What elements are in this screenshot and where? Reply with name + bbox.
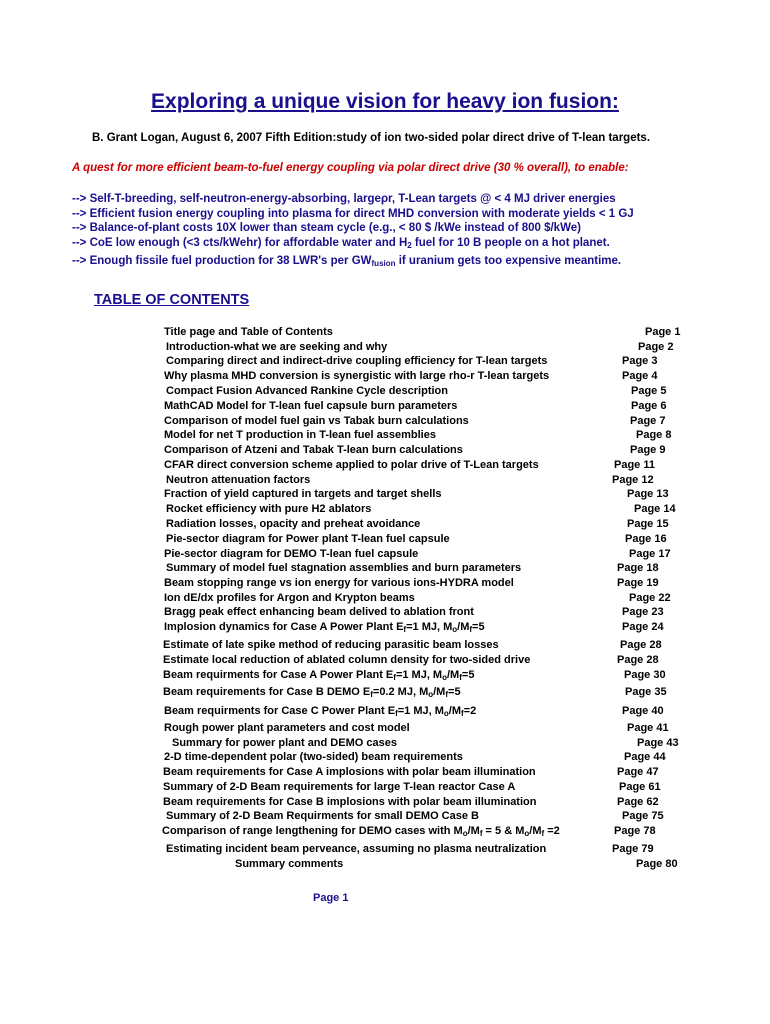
toc-entry-page[interactable]: Page 16 — [625, 533, 667, 545]
toc-entry-title[interactable] — [164, 621, 485, 633]
toc-entry-text: Comparison of model fuel gain vs Tabak burn calculations — [164, 415, 469, 427]
toc-entry-title[interactable] — [164, 459, 539, 471]
toc-entry-text: Estimating incident beam perveance, assuming no plasma neutralization — [166, 843, 547, 855]
toc-entry-page[interactable]: Page 24 — [622, 621, 664, 633]
toc-entry-title[interactable] — [164, 488, 442, 500]
toc-entry-page[interactable]: Page 80 — [636, 858, 678, 870]
toc-entry-title[interactable] — [163, 686, 461, 698]
toc-entry-subscript: f — [541, 829, 545, 838]
toc-entry-text: Fraction of yield captured in targets and target shells — [164, 488, 442, 500]
toc-entry-page[interactable]: Page 79 — [612, 843, 654, 855]
page-title: Exploring a unique vision for heavy ion fusion: — [151, 90, 619, 113]
toc-entry-page[interactable]: Page 30 — [624, 669, 666, 681]
toc-entry-text: Comparison of Atzeni and Tabak T-lean burn calculations — [164, 444, 463, 456]
toc-entry-page[interactable]: Page 28 — [620, 639, 662, 651]
toc-entry-title[interactable] — [163, 781, 515, 793]
toc-entry-page[interactable]: Page 8 — [636, 429, 672, 441]
toc-entry-text: Summary of 2-D Beam Requirments for small DEMO Case B — [166, 810, 479, 822]
toc-entry-page[interactable]: Page 44 — [624, 751, 666, 763]
toc-entry-title[interactable] — [163, 766, 536, 778]
toc-entry-title[interactable] — [164, 705, 476, 717]
toc-entry-text: Summary of 2-D Beam requirements for large T-lean reactor Case A — [163, 781, 516, 793]
toc-entry-text: Pie-sector diagram for Power plant T-lean fuel capsule — [166, 533, 450, 545]
toc-entry-title[interactable] — [164, 577, 514, 589]
toc-entry-subscript: f — [445, 690, 449, 699]
toc-entry-text: Summary for power plant and DEMO cases — [172, 737, 397, 749]
toc-entry-text: =1 MJ, M — [395, 669, 443, 681]
toc-entry-page[interactable]: Page 41 — [627, 722, 669, 734]
toc-entry-text: = 5 & M — [482, 825, 525, 837]
toc-entry-page[interactable]: Page 40 — [622, 705, 664, 717]
toc-entry-page[interactable]: Page 43 — [637, 737, 679, 749]
toc-entry-subscript: f — [479, 829, 483, 838]
toc-entry-text: Ion dE/dx profiles for Argon and Krypton beams — [164, 592, 415, 604]
goal-text-tail: if uranium gets too expensive meantime. — [395, 255, 622, 267]
toc-entry-text: /M — [467, 825, 480, 837]
toc-entry-page[interactable]: Page 4 — [622, 370, 658, 382]
toc-entry-text: 2-D time-dependent polar (two-sided) beam requirements — [164, 751, 463, 763]
toc-entry-text: MathCAD Model for T-lean fuel capsule burn parameters — [164, 400, 458, 412]
toc-entry-subscript: f — [393, 673, 396, 682]
toc-entry-page[interactable]: Page 12 — [612, 474, 654, 486]
toc-entry-page[interactable]: Page 1 — [645, 326, 681, 338]
toc-entry-text: /M — [457, 621, 470, 633]
toc-entry-title[interactable] — [172, 737, 397, 749]
toc-entry-text: =5 — [461, 669, 475, 681]
goal-text: --> Balance-of-plant costs 10X lower than steam cycle (e.g., < 80 $ /kWe instead of 800 $/kWe) — [72, 222, 581, 234]
toc-entry-page[interactable]: Page 9 — [630, 444, 666, 456]
toc-entry-text: Model for net T production in T-lean fuel assemblies — [164, 429, 436, 441]
goal-text-tail: fuel for 10 B people on a hot planet. — [411, 237, 610, 249]
toc-entry-title[interactable] — [166, 355, 547, 367]
toc-entry-text: Comparison of range lengthening for DEMO cases with M — [162, 825, 463, 837]
toc-entry-page[interactable]: Page 47 — [617, 766, 659, 778]
toc-entry-text: /M — [446, 669, 460, 681]
toc-entry-title[interactable] — [166, 562, 521, 574]
toc-entry-title[interactable] — [164, 751, 463, 763]
toc-entry-title[interactable] — [166, 533, 450, 545]
goal-text: --> Enough fissile fuel production for 38 LWR's per GW — [72, 255, 372, 267]
toc-entry-text: /M — [448, 705, 462, 717]
toc-entry-text: =2 — [463, 705, 477, 717]
toc-entry-title[interactable] — [163, 654, 530, 666]
toc-entry-page[interactable]: Page 17 — [629, 548, 671, 560]
toc-entry-page[interactable]: Page 7 — [630, 415, 666, 427]
toc-entry-page[interactable]: Page 35 — [625, 686, 667, 698]
toc-entry-text: =2 — [544, 825, 560, 837]
toc-entry-page[interactable]: Page 18 — [617, 562, 659, 574]
toc-entry-text: Beam requirements for Case A implosions with polar beam illumination — [163, 766, 536, 778]
goal-item — [72, 208, 634, 220]
toc-entry-title[interactable] — [163, 639, 499, 651]
toc-entry-page[interactable]: Page 14 — [634, 503, 676, 515]
toc-entry-title[interactable] — [164, 592, 415, 604]
toc-entry-text: Why plasma MHD conversion is synergistic with large rho-r T-lean targets — [164, 370, 550, 382]
toc-entry-text: Beam requirements for Case B implosions with polar beam illumination — [163, 796, 537, 808]
goal-item — [72, 222, 581, 234]
goal-subscript: fusion — [371, 259, 396, 268]
toc-entry-title[interactable] — [166, 518, 420, 530]
toc-entry-page[interactable]: Page 28 — [617, 654, 659, 666]
toc-entry-title[interactable] — [163, 796, 536, 808]
toc-entry-title[interactable] — [164, 606, 474, 618]
toc-entry-page[interactable]: Page 62 — [617, 796, 659, 808]
toc-entry-text: =5 — [448, 686, 461, 698]
toc-entry-title[interactable] — [164, 548, 418, 560]
toc-entry-page[interactable]: Page 2 — [638, 341, 674, 353]
toc-entry-title[interactable] — [166, 810, 479, 822]
toc-entry-subscript: o — [428, 690, 434, 699]
toc-entry-title[interactable] — [164, 326, 333, 338]
toc-entry-page[interactable]: Page 19 — [617, 577, 659, 589]
toc-entry-text: Introduction-what we are seeking and why — [166, 341, 388, 353]
toc-entry-text: /M — [433, 686, 446, 698]
toc-entry-text: =1 MJ, M — [406, 621, 453, 633]
toc-entry-text: Rocket efficiency with pure H2 ablators — [166, 503, 372, 515]
toc-entry-title[interactable] — [164, 370, 549, 382]
toc-entry-text: Estimate of late spike method of reducing parasitic beam losses — [163, 639, 499, 651]
toc-entry-subscript: o — [443, 709, 449, 718]
toc-entry-text: Rough power plant parameters and cost model — [164, 722, 410, 734]
toc-entry-text: =0.2 MJ, M — [372, 686, 429, 698]
page-footer: Page 1 — [313, 892, 349, 904]
goal-text: --> Efficient fusion energy coupling into plasma for direct MHD conversion with moderate yields < 1 GJ — [72, 208, 634, 220]
toc-entry-subscript: o — [452, 625, 458, 634]
toc-entry-text: Radiation losses, opacity and preheat avoidance — [166, 518, 421, 530]
toc-entry-title[interactable] — [166, 843, 546, 855]
toc-entry-subscript: f — [459, 673, 462, 682]
toc-entry-title[interactable] — [164, 400, 457, 412]
toc-entry-page[interactable]: Page 75 — [622, 810, 664, 822]
toc-entry-page[interactable]: Page 13 — [627, 488, 669, 500]
toc-entry-page[interactable]: Page 61 — [619, 781, 661, 793]
toc-entry-page[interactable]: Page 5 — [631, 385, 667, 397]
toc-entry-text: Compact Fusion Advanced Rankine Cycle description — [166, 385, 448, 397]
toc-entry-title[interactable] — [235, 858, 343, 870]
toc-heading: TABLE OF CONTENTS — [94, 292, 250, 308]
author-line: B. Grant Logan, August 6, 2007 Fifth Edition:study of ion two-sided polar direct drive of T-lean targets. — [92, 132, 651, 144]
toc-entry-subscript: o — [524, 829, 530, 838]
toc-entry-text: Title page and Table of Contents — [164, 326, 333, 338]
toc-entry-title[interactable] — [163, 669, 474, 681]
toc-entry-title[interactable] — [162, 825, 560, 837]
toc-entry-subscript: f — [469, 625, 473, 634]
toc-entry-text: Beam stopping range vs ion energy for various ions-HYDRA model — [164, 577, 514, 589]
toc-entry-page[interactable]: Page 11 — [614, 459, 655, 471]
toc-entry-page[interactable]: Page 6 — [631, 400, 667, 412]
goal-item — [72, 237, 610, 249]
toc-entry-page[interactable]: Page 23 — [622, 606, 664, 618]
toc-entry-subscript: f — [403, 625, 407, 634]
toc-entry-subscript: o — [442, 673, 447, 682]
toc-entry-subscript: f — [461, 709, 464, 718]
toc-entry-text: Summary comments — [235, 858, 344, 870]
toc-entry-page[interactable]: Page 78 — [614, 825, 656, 837]
toc-entry-page[interactable]: Page 22 — [629, 592, 671, 604]
goal-item — [72, 193, 616, 205]
toc-entry-subscript: f — [370, 690, 373, 699]
toc-entry-text: Implosion dynamics for Case A Power Plant E — [164, 621, 404, 633]
toc-entry-text: Beam requirments for Case C Power Plant E — [164, 705, 396, 717]
quest-statement: A quest for more efficient beam-to-fuel energy coupling via polar direct drive (30 % overall), to enable: — [72, 162, 629, 174]
toc-entry-text: /M — [529, 825, 542, 837]
toc-entry-text: Beam requirments for Case A Power Plant E — [163, 669, 394, 681]
toc-entry-title[interactable] — [164, 722, 410, 734]
goal-text: --> Self-T-breeding, self-neutron-energy-absorbing, largeρr, T-Lean targets @ < 4 MJ driver energies — [72, 193, 616, 205]
toc-entry-text: Estimate local reduction of ablated column density for two-sided drive — [163, 654, 531, 666]
toc-entry-title[interactable] — [166, 341, 387, 353]
toc-entry-text: Summary of model fuel stagnation assemblies and burn parameters — [166, 562, 522, 574]
goal-item — [72, 255, 621, 267]
toc-entry-text: Comparing direct and indirect-drive coupling efficiency for T-lean targets — [166, 355, 548, 367]
goal-subscript: 2 — [407, 241, 412, 250]
toc-entry-text: CFAR direct conversion scheme applied to polar drive of T-Lean targets — [164, 459, 539, 471]
toc-entry-text: =1 MJ, M — [397, 705, 444, 717]
toc-entry-subscript: f — [395, 709, 398, 718]
toc-entry-title[interactable] — [164, 444, 463, 456]
toc-entry-text: Neutron attenuation factors — [166, 474, 311, 486]
toc-entry-title[interactable] — [166, 503, 371, 515]
goal-text: --> CoE low enough (<3 cts/kWehr) for affordable water and H — [72, 237, 408, 249]
toc-entry-text: =5 — [472, 621, 485, 633]
toc-entry-title[interactable] — [166, 385, 448, 397]
toc-entry-text: Beam requirements for Case B DEMO E — [163, 686, 371, 698]
toc-entry-title[interactable] — [164, 415, 469, 427]
toc-entry-subscript: o — [462, 829, 468, 838]
toc-entry-page[interactable]: Page 15 — [627, 518, 669, 530]
toc-entry-title[interactable] — [164, 429, 436, 441]
toc-entry-title[interactable] — [166, 474, 310, 486]
toc-entry-page[interactable]: Page 3 — [622, 355, 658, 367]
toc-entry-text: Pie-sector diagram for DEMO T-lean fuel capsule — [164, 548, 419, 560]
toc-entry-text: Bragg peak effect enhancing beam delived to ablation front — [164, 606, 474, 618]
